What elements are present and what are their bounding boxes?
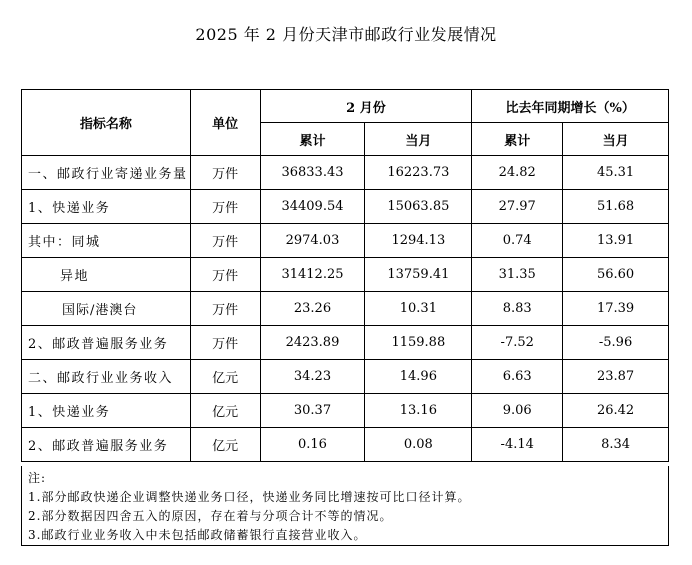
header-current: 当月: [365, 123, 472, 156]
row-yoy-current: 26.42: [563, 394, 669, 428]
row-unit: 万件: [190, 224, 260, 258]
row-name: 1、快递业务: [22, 394, 191, 428]
row-cumulative: 34409.54: [260, 190, 365, 224]
row-cumulative: 2974.03: [260, 224, 365, 258]
row-cumulative: 30.37: [260, 394, 365, 428]
row-name: 国际/港澳台: [22, 292, 191, 326]
row-yoy-current: 17.39: [563, 292, 669, 326]
row-cumulative: 36833.43: [260, 156, 365, 190]
row-yoy-current: 51.68: [563, 190, 669, 224]
header-month-group: 2 月份: [260, 90, 472, 123]
row-yoy-cumulative: 27.97: [472, 190, 563, 224]
table-row: [22, 224, 669, 258]
table-row: [22, 428, 669, 462]
row-name: 一、邮政行业寄递业务量: [22, 156, 191, 190]
table-row: [22, 258, 669, 292]
row-cumulative: 31412.25: [260, 258, 365, 292]
row-unit: 万件: [190, 326, 260, 360]
row-unit: 万件: [190, 258, 260, 292]
row-name: 2、邮政普遍服务业务: [22, 326, 191, 360]
row-current: 13.16: [365, 394, 472, 428]
row-yoy-cumulative: 6.63: [472, 360, 563, 394]
row-yoy-cumulative: 9.06: [472, 394, 563, 428]
table-row: [22, 394, 669, 428]
page-title: 2025 年 2 月份天津市邮政行业发展情况: [195, 25, 497, 44]
row-current: 0.08: [365, 428, 472, 462]
row-unit: 万件: [190, 190, 260, 224]
statistics-table: [21, 89, 669, 462]
row-current: 1159.88: [365, 326, 472, 360]
row-yoy-current: 56.60: [563, 258, 669, 292]
row-cumulative: 23.26: [260, 292, 365, 326]
header-indicator: 指标名称: [22, 90, 191, 156]
table-row: [22, 156, 669, 190]
header-cumulative: 累计: [260, 123, 365, 156]
header-yoy-group: 比去年同期增长（%）: [472, 90, 669, 123]
row-cumulative: 0.16: [260, 428, 365, 462]
row-yoy-current: 13.91: [563, 224, 669, 258]
row-cumulative: 2423.89: [260, 326, 365, 360]
notes-heading: 注:: [28, 471, 47, 485]
row-unit: 万件: [190, 292, 260, 326]
header-unit: 单位: [190, 90, 260, 156]
note-item: 3.邮政行业业务收入中未包括邮政储蓄银行直接营业收入。: [28, 528, 367, 542]
row-unit: 亿元: [190, 428, 260, 462]
row-name: 异地: [22, 258, 191, 292]
header-yoy-current: 当月: [563, 123, 669, 156]
row-unit: 亿元: [190, 360, 260, 394]
row-yoy-cumulative: 24.82: [472, 156, 563, 190]
table-row: [22, 292, 669, 326]
row-yoy-current: -5.96: [563, 326, 669, 360]
row-current: 1294.13: [365, 224, 472, 258]
row-name: 1、快递业务: [22, 190, 191, 224]
row-yoy-cumulative: 0.74: [472, 224, 563, 258]
note-item: 1.部分邮政快递企业调整快递业务口径，快递业务同比增速按可比口径计算。: [28, 490, 471, 504]
row-name: 2、邮政普遍服务业务: [22, 428, 191, 462]
row-unit: 亿元: [190, 394, 260, 428]
header-yoy-cumulative: 累计: [472, 123, 563, 156]
row-yoy-cumulative: 31.35: [472, 258, 563, 292]
row-yoy-cumulative: 8.83: [472, 292, 563, 326]
row-name: 二、邮政行业业务收入: [22, 360, 191, 394]
row-yoy-current: 8.34: [563, 428, 669, 462]
row-current: 10.31: [365, 292, 472, 326]
row-unit: 万件: [190, 156, 260, 190]
row-yoy-cumulative: -4.14: [472, 428, 563, 462]
row-current: 15063.85: [365, 190, 472, 224]
row-yoy-cumulative: -7.52: [472, 326, 563, 360]
row-yoy-current: 23.87: [563, 360, 669, 394]
table-row: [22, 326, 669, 360]
note-item: 2.部分数据因四舍五入的原因，存在着与分项合计不等的情况。: [28, 509, 393, 523]
table-row: [22, 360, 669, 394]
row-current: 16223.73: [365, 156, 472, 190]
row-cumulative: 34.23: [260, 360, 365, 394]
table-row: [22, 190, 669, 224]
row-current: 13759.41: [365, 258, 472, 292]
row-current: 14.96: [365, 360, 472, 394]
notes-box: [21, 466, 669, 546]
row-name: 其中：同城: [22, 224, 191, 258]
row-yoy-current: 45.31: [563, 156, 669, 190]
